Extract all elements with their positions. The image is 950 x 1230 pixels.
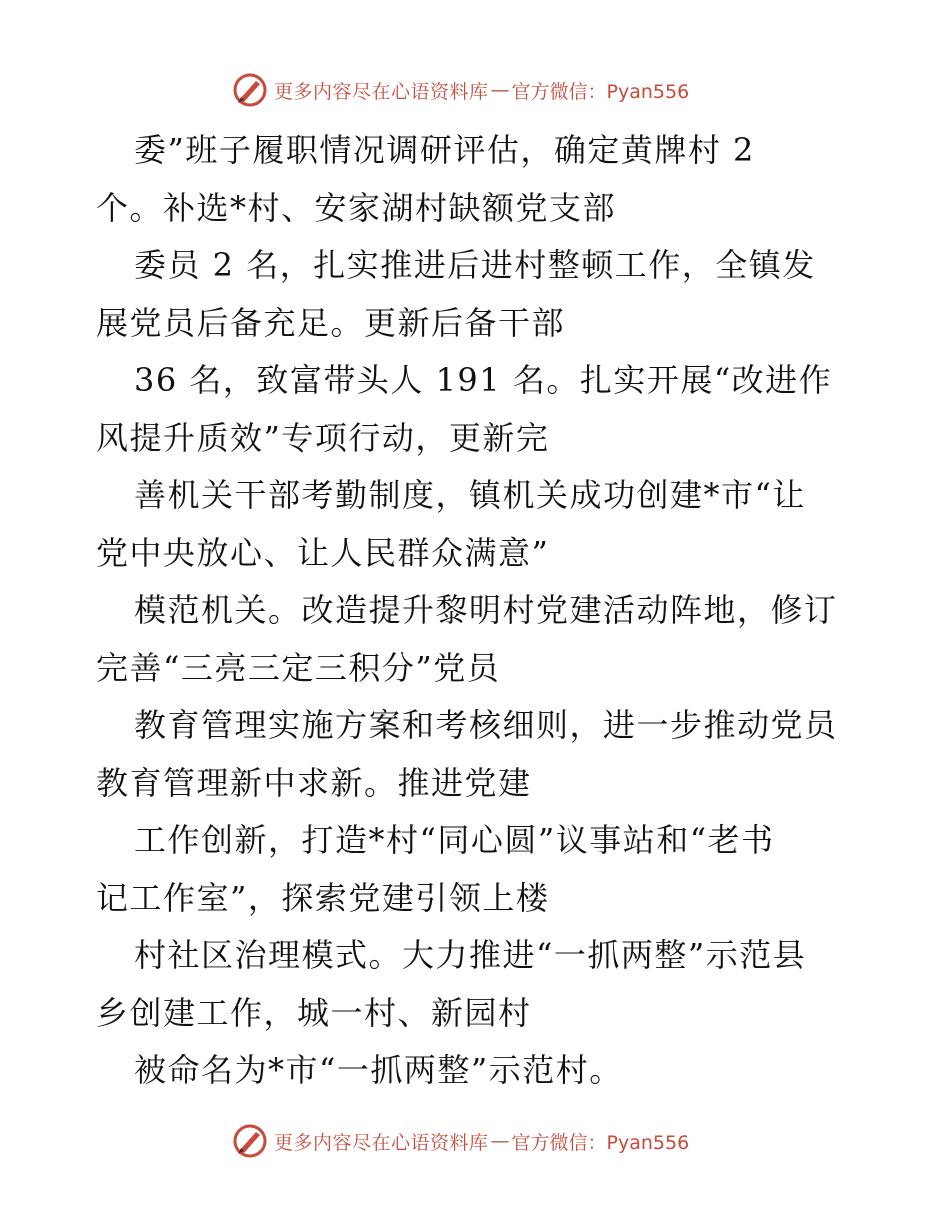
body-line: 36 名，致富带头人 191 名。扎实开展“改进作 (134, 361, 833, 399)
watermark-contact: 官方微信：Pyan556 (511, 80, 690, 103)
watermark-text: 更多内容尽在心语资料库 (274, 80, 489, 103)
body-line: 个。补选*村、安家湖村缺额党支部 (96, 188, 617, 227)
footer-watermark (232, 1121, 752, 1161)
body-line: 村社区治理模式。大力推进“一抓两整”示范县 (134, 936, 807, 974)
header-watermark (232, 70, 752, 110)
pen-logo-icon (232, 1123, 268, 1159)
body-line: 委员 2 名，扎实推进后进村整顿工作，全镇发 (134, 246, 816, 284)
body-line: 乡创建工作，城一村、新园村 (96, 993, 532, 1032)
watermark-separator: — (490, 79, 510, 101)
pen-logo-icon (232, 72, 268, 108)
body-line: 记工作室”，探索党建引领上楼 (96, 878, 550, 917)
body-line: 党中央放心、让人民群众满意” (96, 533, 550, 572)
watermark-contact: 官方微信：Pyan556 (511, 1131, 690, 1154)
body-line: 委”班子履职情况调研评估，确定黄牌村 2 (134, 131, 755, 169)
body-line: 工作创新，打造*村“同心圆”议事站和“老书 (134, 821, 775, 859)
body-line: 善机关干部考勤制度，镇机关成功创建*市“让 (134, 476, 806, 514)
document-body (96, 122, 866, 1100)
body-line: 教育管理实施方案和考核细则，进一步推动党员 (134, 706, 838, 744)
body-line: 风提升质效”专项行动，更新完 (96, 418, 550, 457)
watermark-separator: — (490, 1130, 510, 1152)
body-line: 展党员后备充足。更新后备干部 (96, 303, 566, 342)
body-line: 模范机关。改造提升黎明村党建活动阵地，修订 (134, 591, 838, 629)
body-line: 被命名为*市“一抓两整”示范村。 (134, 1051, 623, 1089)
body-line: 教育管理新中求新。推进党建 (96, 763, 532, 802)
body-line: 完善“三亮三定三积分”党员 (96, 648, 501, 687)
watermark-text: 更多内容尽在心语资料库 (274, 1131, 489, 1154)
